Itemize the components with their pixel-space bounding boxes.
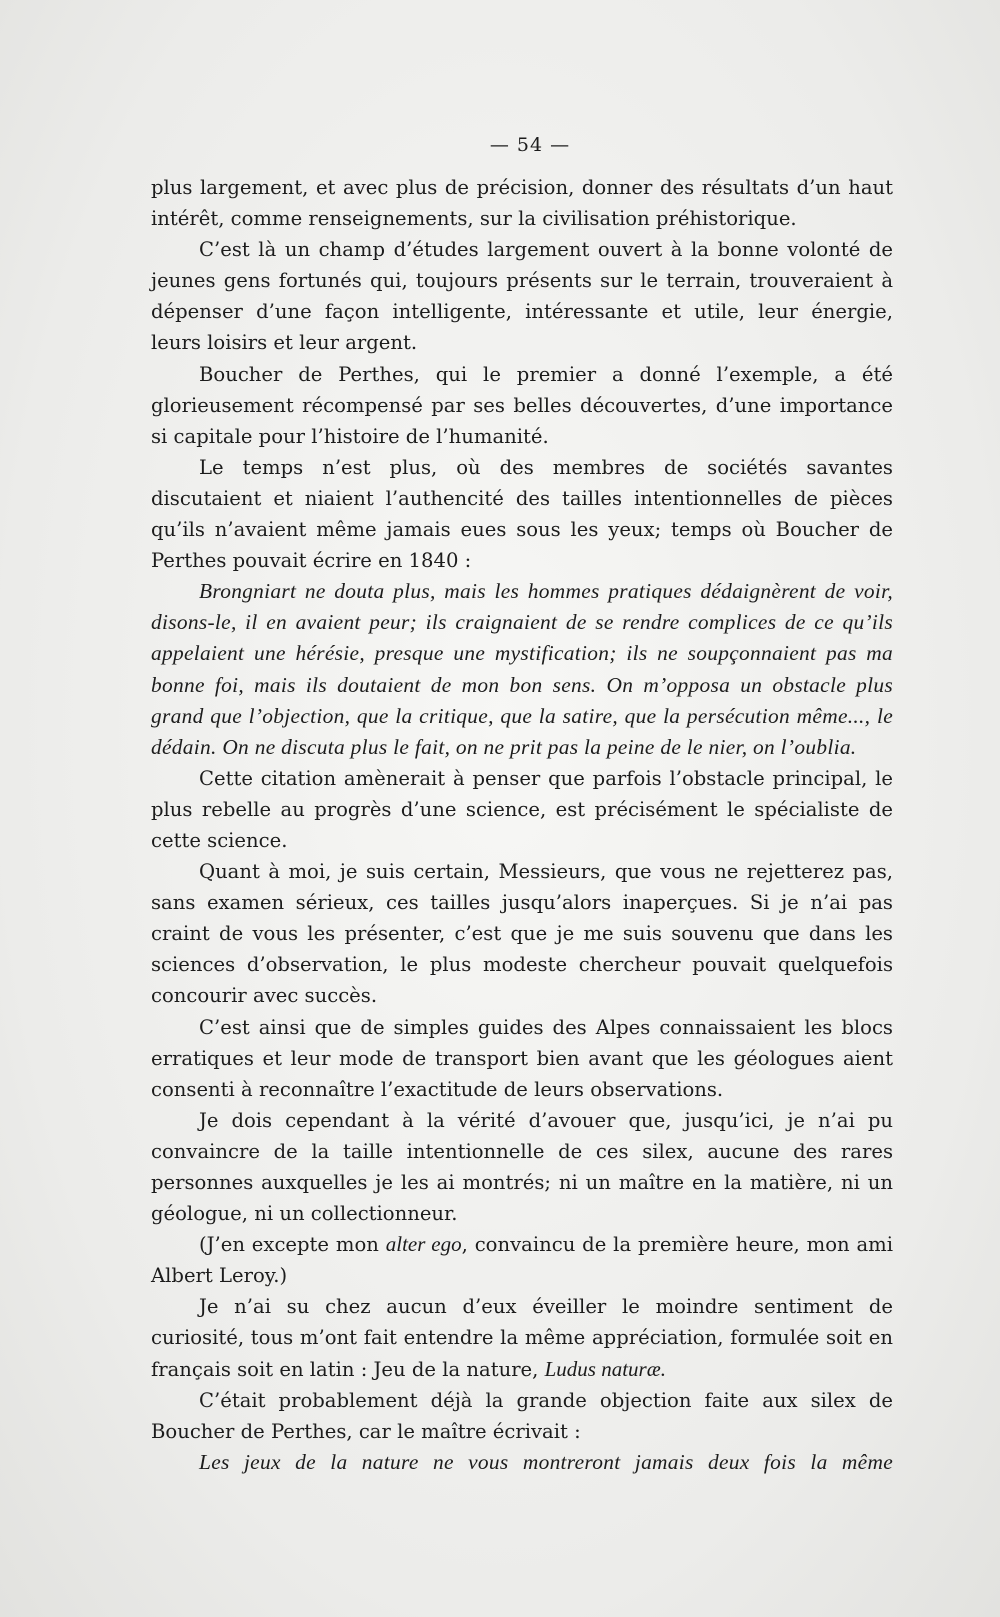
paragraph-continuation: plus largement, et avec plus de précision, donner des résultats d’un haut intérêt, comme renseignements, sur la civilisation préhistorique. [151, 176, 893, 231]
quotation-1840: Brongniart ne douta plus, mais les hommes pratiques dédaignèrent de voir, disons-le, il en avaient peur; ils craignaient de se rendre complices de ce qu’ils appelaient une hérésie, presque une mystification; ils ne soupçonnaient pas ma bonne foi, mais ils doutaient de mon bon sens. On m’opposa un obstacle plus grand que l’objection, que la critique, que la satire, que la persécution même..., le dédain. On ne discuta plus le fait, on ne prit pas la peine de le nier, on l’oublia. [151, 579, 893, 759]
paragraph-curiosite [151, 1291, 893, 1384]
paragraph-cette-citation: Cette citation amènerait à penser que parfois l’obstacle principal, le plus rebelle au progrès d’une science, est précisément le spécialiste de cette science. [151, 766, 893, 852]
paragraph-quant-a-moi: Quant à moi, je suis certain, Messieurs, que vous ne rejetterez pas, sans examen sérieux, ces tailles jusqu’alors inaperçues. Si je n’ai pas craint de vous les présenter, c’est que je me suis souvenu que dans les sciences d’observation, le plus modeste chercheur pouvait quelquefois concourir avec succès. [151, 860, 893, 1008]
paragraph-albert-leroy [151, 1229, 893, 1291]
paragraph-boucher-de-perthes: Boucher de Perthes, qui le premier a donné l’exemple, a été glorieusement récompensé par ses belles découvertes, d’une importance si capitale pour l’histoire de l’humanité. [151, 362, 893, 448]
paragraph-grande-objection: C’était probablement déjà la grande objection faite aux silex de Boucher de Perthes, car le maître écrivait : [151, 1388, 893, 1443]
ludus-naturae-italic: Ludus naturæ. [544, 1356, 666, 1381]
leroy-text-after: , convaincu de la première heure, mon ami Albert Leroy.) [151, 1233, 894, 1288]
paragraph-guides-des-alpes: C’est ainsi que de simples guides des Alpes connaissaient les blocs erratiques et leur mode de transport bien avant que les géologues aient consenti à reconnaître l’exactitude de leurs observations. [151, 1015, 893, 1101]
paragraph-champ-detudes: C’est là un champ d’études largement ouvert à la bonne volonté de jeunes gens fortunés qui, toujours présents sur le terrain, trouveraient à dépenser d’une façon intelligente, intéressante et utile, leur énergie, leurs loisirs et leur argent. [151, 238, 893, 355]
paragraph-je-dois: Je dois cependant à la vérité d’avouer que, jusqu’ici, je n’ai pu convaincre de la taille intentionnelle de ces silex, aucune des rares personnes auxquelles je les ai montrés; ni un maître en la matière, ni un géologue, ni un collectionneur. [151, 1108, 893, 1226]
paragraph-le-temps: Le temps n’est plus, où des membres de sociétés savantes discutaient et niaient l’authencité des tailles intentionnelles de pièces qu’ils n’avaient même jamais eues sous les yeux; temps où Boucher de Perthes pouvait écrire en 1840 : [151, 455, 893, 573]
page-number: — 54 — [489, 134, 571, 156]
curiosite-text: Je n’ai su chez aucun d’eux éveiller le moindre sentiment de curiosité, tous m’ont fait entendre la même appréciation, formulée soit en français soit en latin : Jeu de la nature, [151, 1295, 893, 1381]
quotation-jeux-de-la-nature: Les jeux de la nature ne vous montreront jamais deux fois la même [199, 1449, 893, 1474]
leroy-text-before: (J’en excepte mon [199, 1233, 379, 1257]
alter-ego-italic: alter ego [385, 1232, 462, 1257]
body-text [151, 172, 893, 1478]
